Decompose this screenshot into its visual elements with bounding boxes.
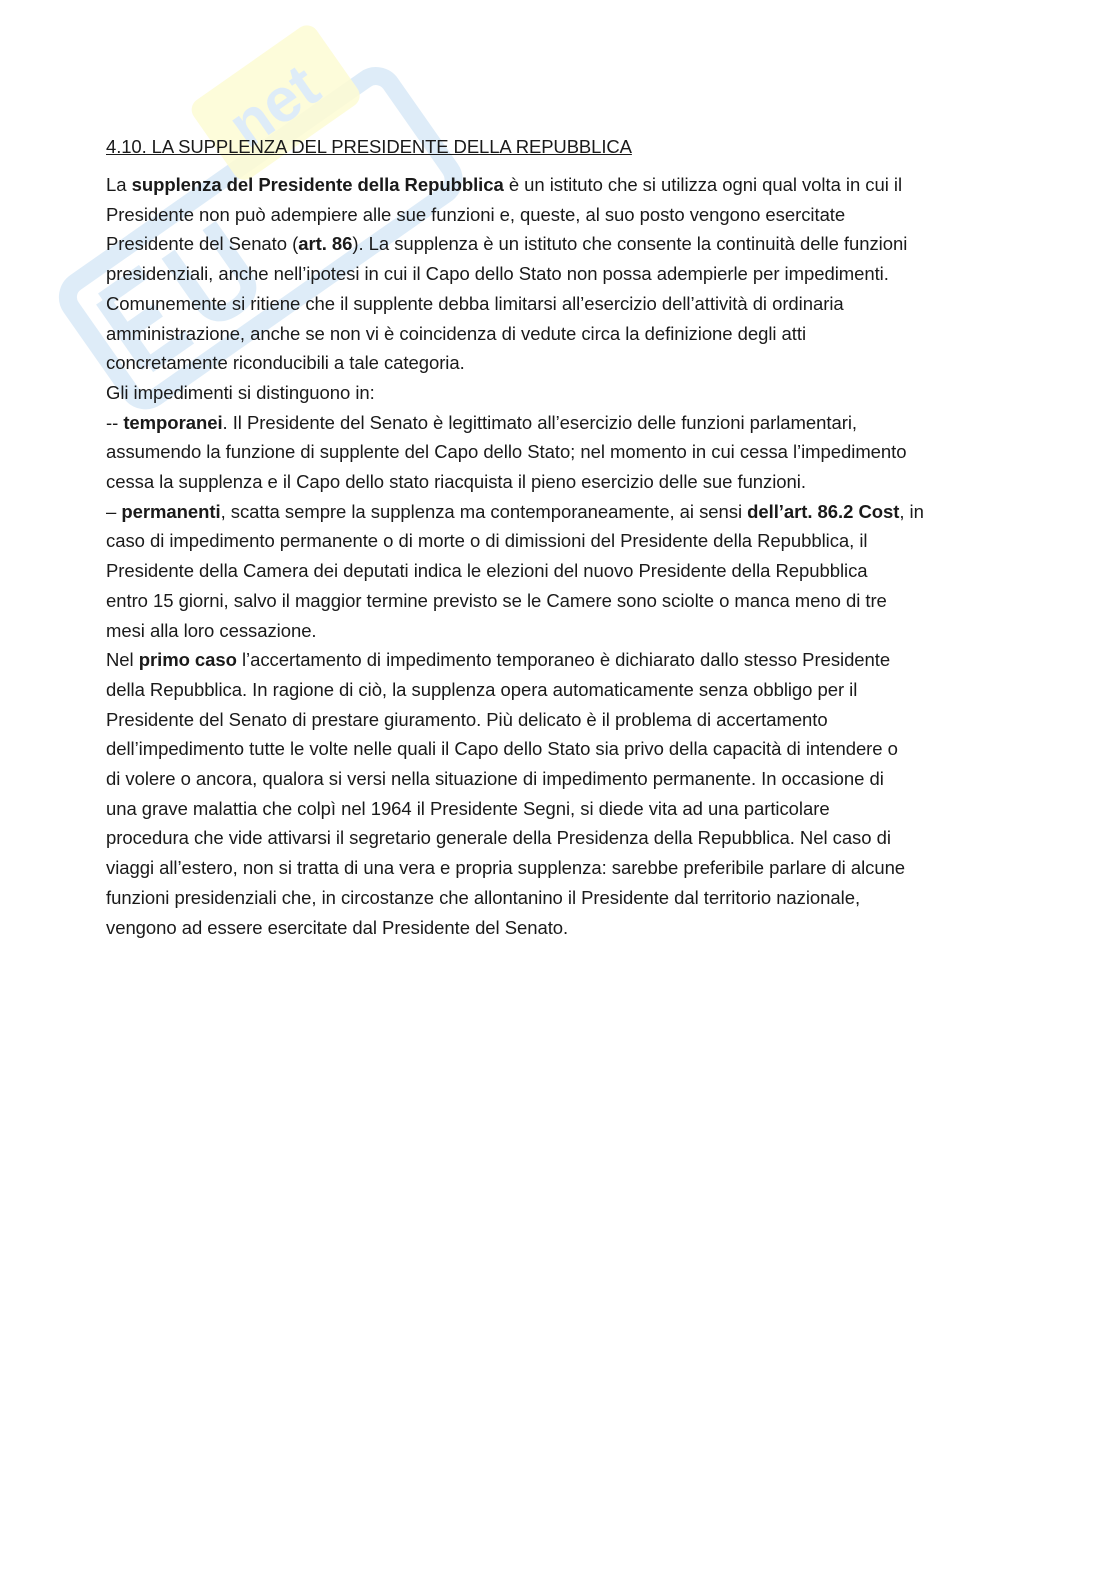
text-run: cessa la supplenza e il Capo dello stato riacquista il pieno esercizio delle sue funzioni. [106,471,806,493]
text-line [106,556,1016,586]
text-line [106,467,1016,497]
text-run: concretamente riconducibili a tale categoria. [106,352,465,374]
text-run: presidenziali, anche nell’ipotesi in cui il Capo dello Stato non possa adempierle per impedimenti. [106,263,889,285]
text-run: -- [106,411,124,433]
text-line [106,675,1016,705]
bold-text-run: supplenza del Presidente della Repubblica [131,174,504,195]
text-run: ). La supplenza è un istituto che consente la continuità delle funzioni [352,233,908,255]
text-run: Presidente del Senato di prestare giuramento. Più delicato è il problema di accertamento [106,708,828,730]
text-line [106,645,1016,675]
text-run: , scatta sempre la supplenza ma contemporaneamente, ai sensi [220,500,748,522]
text-run: Presidente del Senato ( [106,233,299,255]
text-line [106,437,1016,467]
text-line [106,913,1016,943]
text-line [106,229,1016,259]
text-run: Comunemente si ritiene che il supplente debba limitarsi all’esercizio dell’attività di ordinaria [106,292,844,314]
text-run: dell’impedimento tutte le volte nelle quali il Capo dello Stato sia privo della capacità di intendere o [106,738,898,760]
text-run: – [106,500,122,522]
text-run: di volere o ancora, qualora si versi nella situazione di impedimento permanente. In occasione di [106,768,884,790]
text-line [106,526,1016,556]
bold-text-run: art. 86 [298,233,353,255]
bold-text-run: dell’art. 86.2 Cost [747,500,900,522]
text-run: assumendo la funzione di supplente del Capo dello Stato; nel momento in cui cessa l’impedimento [106,441,907,463]
text-line [106,853,1016,883]
text-run: Nel [106,649,139,671]
text-run: della Repubblica. In ragione di ciò, la supplenza opera automaticamente senza obbligo per il [106,678,858,700]
text-line [106,259,1016,289]
text-run: viaggi all’estero, non si tratta di una vera e propria supplenza: sarebbe preferibile parlare di alcune [106,857,906,879]
bold-text-run: temporanei [123,411,223,433]
text-line [106,616,1016,646]
text-run: La [106,174,132,195]
text-line [106,705,1016,735]
section-title: 4.10. LA SUPPLENZA DEL PRESIDENTE DELLA REPUBBLICA [106,136,632,157]
text-line [106,497,1016,527]
text-run: funzioni presidenziali che, in circostanze che allontanino il Presidente dal territorio nazionale, [106,886,861,908]
text-line [106,170,1016,200]
text-run: Gli impedimenti si distinguono in: [106,381,375,403]
text-line [106,883,1016,913]
text-line [106,378,1016,408]
text-line [106,764,1016,794]
text-run: , in [899,500,924,522]
text-run: procedura che vide attivarsi il segretario generale della Presidenza della Repubblica. Nel caso di [106,827,891,849]
text-run: una grave malattia che colpì nel 1964 il Presidente Segni, si diede vita ad una particolare [106,797,830,819]
text-line [106,348,1016,378]
text-run: caso di impedimento permanente o di morte o di dimissioni del Presidente della Repubblica, il [106,530,868,552]
watermark-logo-text: net [216,51,332,162]
text-run: l’accertamento di impedimento temporaneo è dichiarato dallo stesso Presidente [236,649,891,671]
text-line [106,408,1016,438]
document-content [106,132,1016,942]
text-run: Presidente della Camera dei deputati indica le elezioni del nuovo Presidente della Repubblica [106,560,868,582]
body-paragraph [106,170,1016,942]
text-line [106,200,1016,230]
text-run: . Il Presidente del Senato è legittimato all’esercizio delle funzioni parlamentari, [222,411,857,433]
text-run: amministrazione, anche se non vi è coincidenza di vedute circa la definizione degli atti [106,322,807,344]
text-run: vengono ad essere esercitate dal Presidente del Senato. [106,916,569,938]
text-line [106,586,1016,616]
text-line [106,319,1016,349]
text-line [106,734,1016,764]
text-run: mesi alla loro cessazione. [106,619,317,641]
text-run: Presidente non può adempiere alle sue funzioni e, queste, al suo posto vengono esercitate [106,203,846,225]
text-run: è un istituto che si utilizza ogni qual volta in cui il [503,174,902,195]
text-line [106,289,1016,319]
bold-text-run: permanenti [121,500,221,522]
bold-text-run: primo caso [138,649,237,671]
text-line [106,823,1016,853]
text-run: entro 15 giorni, salvo il maggior termine previsto se le Camere sono sciolte o manca meno di tre [106,589,887,611]
text-line [106,794,1016,824]
